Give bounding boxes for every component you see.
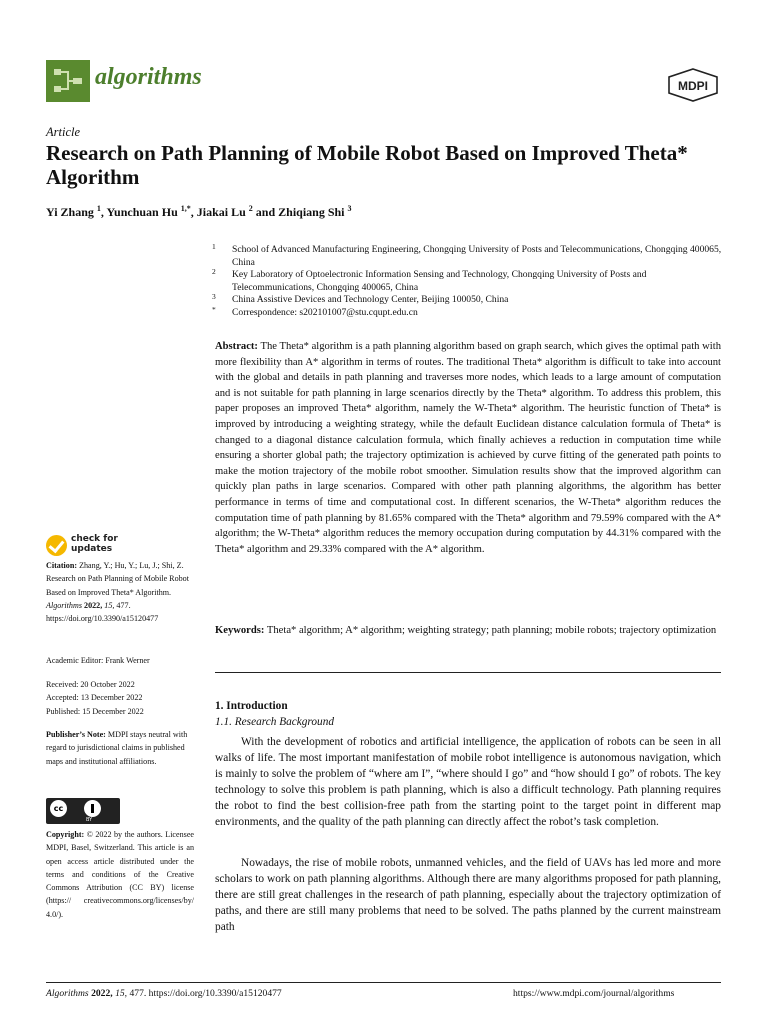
journal-logo-icon bbox=[46, 60, 90, 102]
article-type: Article bbox=[46, 125, 81, 139]
affiliation-mark: 3 bbox=[212, 292, 216, 301]
correspondence-email[interactable]: Correspondence: s202101007@stu.cqupt.edu.cn bbox=[232, 306, 418, 318]
copyright bbox=[46, 828, 194, 921]
accepted-date: Accepted: 13 December 2022 bbox=[46, 693, 143, 703]
affiliation-text: China Assistive Devices and Technology Center, Beijing 100050, China bbox=[232, 294, 509, 305]
attribution-icon bbox=[84, 800, 101, 817]
published-date: Published: 15 December 2022 bbox=[46, 706, 144, 716]
citation-doi-link[interactable]: 477. https://doi.org/10.3390/a15120477 bbox=[46, 600, 159, 624]
affiliation-mark: 1 bbox=[212, 242, 216, 251]
footer-doi-link[interactable]: 477. https://doi.org/10.3390/a15120477 bbox=[129, 988, 282, 999]
footer-journal-link[interactable]: https://www.mdpi.com/journal/algorithms bbox=[513, 988, 675, 999]
affiliation-mark: * bbox=[212, 304, 216, 314]
check-for-label: check for bbox=[71, 534, 118, 544]
footer-year: 2022, bbox=[91, 988, 113, 999]
body-paragraph: Nowadays, the rise of mobile robots, unmanned vehicles, and the field of UAVs has led more and more scholars to work on path planning algorithms. Although there are many algorithms proposed for path planning, there are still great challenges in the research of path planning, especially about the trajectory optimization of paths, and there are still many problems that need to be solved. The paths planned by the current mainstream path bbox=[215, 857, 721, 933]
citation bbox=[46, 559, 194, 625]
publisher-note-text: MDPI stays neutral with regard to jurisdictional claims in published maps and institutional affiliations. bbox=[46, 730, 188, 766]
updates-label: updates bbox=[71, 544, 113, 554]
affiliation bbox=[212, 244, 724, 269]
author-affil: 2 bbox=[248, 204, 253, 213]
keywords-label: Keywords: bbox=[215, 625, 265, 636]
citation-journal: Algorithms bbox=[46, 600, 82, 610]
publisher-logo bbox=[667, 68, 719, 102]
affiliation-text: School of Advanced Manufacturing Engineering, Chongqing University of Posts and Telecommunications, Chongqing 400065, China bbox=[232, 244, 722, 268]
author-affil: 3 bbox=[347, 204, 352, 213]
journal-name: algorithms bbox=[95, 64, 202, 90]
citation-year: 2022, bbox=[84, 600, 103, 610]
academic-editor: Academic Editor: Frank Werner bbox=[46, 656, 150, 665]
keywords bbox=[215, 623, 721, 639]
citation-volume: 15, bbox=[104, 600, 115, 610]
subsection-heading: 1.1. Research Background bbox=[215, 716, 335, 728]
publisher-name: MDPI bbox=[678, 79, 708, 93]
author-name: Yunchuan Hu bbox=[106, 205, 178, 219]
footer-citation bbox=[46, 988, 282, 999]
affiliation bbox=[212, 304, 724, 320]
author-list: Yi Zhang $^1$, Yunchuan Hu $^{1,*}$, Jiakai Lu $^2$ and Zhiqiang Shi $^3$ bbox=[46, 204, 352, 219]
affiliation bbox=[212, 294, 724, 307]
citation-label: Citation: bbox=[46, 561, 78, 570]
copyright-label: Copyright: bbox=[46, 830, 85, 839]
abstract bbox=[215, 339, 721, 557]
body-paragraph: With the development of robotics and artificial intelligence, the application of robots can be seen in all walks of life. The most important manifestation of mobile robot intelligence is autonomous navigation, which is mainly to solve the problem of “where am I”, “where should I go” and “how should I go” of robots. The key technology to solve this problem is path planning, which is also a difficult technology. Path planning requires the robot to find the best collision-free path from the starting point to the target point in different map environments, and the quality of the path planning can directly affect the robot’s task completion. bbox=[215, 736, 721, 828]
cc-license-badge[interactable] bbox=[46, 798, 120, 824]
divider bbox=[46, 982, 721, 983]
affiliations bbox=[212, 244, 724, 319]
abstract-label: Abstract: bbox=[215, 341, 258, 352]
publisher-note-label: Publisher’s Note: bbox=[46, 730, 106, 739]
author-affil: 1 bbox=[96, 204, 101, 213]
author-affil: 1,* bbox=[180, 204, 191, 213]
publisher-note bbox=[46, 728, 194, 768]
received-date: Received: 20 October 2022 bbox=[46, 680, 135, 689]
affiliation-text: Key Laboratory of Optoelectronic Information Sensing and Technology, Chongqing University of Posts and Telecommunications, Chongqing 400065, China bbox=[232, 269, 647, 293]
footer-journal: Algorithms bbox=[46, 988, 89, 999]
keywords-text: Theta* algorithm; A* algorithm; weighting strategy; path planning; mobile robots; trajectory optimization bbox=[266, 625, 717, 636]
cc-icon: cc bbox=[50, 800, 67, 817]
checkmark-icon bbox=[46, 535, 67, 556]
abstract-text: The Theta* algorithm is a path planning algorithm based on graph search, which gives the optimal path with more flexibility than A* algorithm in terms of routes. The traditional Theta* algorithm is difficult to take into account with the global and details in path planning and traverses more nodes, which leads to a large amount of computation and is not suitable for path planning in large scenarios directly by the Theta* algorithm. To address this problem, this paper proposes an improved Theta* algorithm, namely the W-Theta* algorithm. The heuristic function of Theta* is improved by introducing a weighting strategy, while the default Euclidean distance calculation formula of Theta* is changed to a diagonal distance calculation formula, which finally achieves a reduction in computation time while ensuring a shorter global path; the trajectory optimization is achieved by curve fitting of the generated path points to make the motion trajectory of the mobile robot smoother. Simulation results show that the improved algorithm can quickly plan paths in large scenarios. Compared with other path planning algorithms, the algorithm has better performance in terms of time and computational cost. In different scenarios, the W-Theta* algorithm reduces the computation time of path planning by 81.65% compared with the Theta* algorithm and 79.59% compared with the A* algorithm; the W-Theta* algorithm reduces the memory occupation during computation by 44.31% compared with the Theta* algorithm and 29.33% compared with the A* algorithm. bbox=[215, 341, 721, 555]
paper-title: Research on Path Planning of Mobile Robot Based on Improved Theta* Algorithm bbox=[46, 141, 688, 189]
divider bbox=[215, 672, 721, 673]
section-heading: 1. Introduction bbox=[215, 700, 288, 712]
citation-text: Zhang, Y.; Hu, Y.; Lu, J.; Shi, Z. Research on Path Planning of Mobile Robot Based on Improved Theta* Algorithm. bbox=[46, 561, 189, 597]
affiliation bbox=[212, 269, 724, 294]
copyright-text: © 2022 by the authors. Licensee MDPI, Basel, Switzerland. This article is an open access article distributed under the terms and conditions of the Creative Commons Attribution (CC BY) license (https:// creativecommons.org/licenses/by/ 4.0/). bbox=[46, 830, 195, 919]
check-for-updates-button[interactable] bbox=[46, 534, 131, 556]
affiliation-mark: 2 bbox=[212, 267, 216, 276]
footer-volume: 15, bbox=[115, 988, 128, 999]
author-name: Jiakai Lu bbox=[196, 205, 246, 219]
author-name: Yi Zhang bbox=[46, 205, 94, 219]
author-name: Zhiqiang Shi bbox=[278, 205, 345, 219]
dates bbox=[46, 678, 194, 718]
by-label: BY bbox=[86, 817, 93, 823]
